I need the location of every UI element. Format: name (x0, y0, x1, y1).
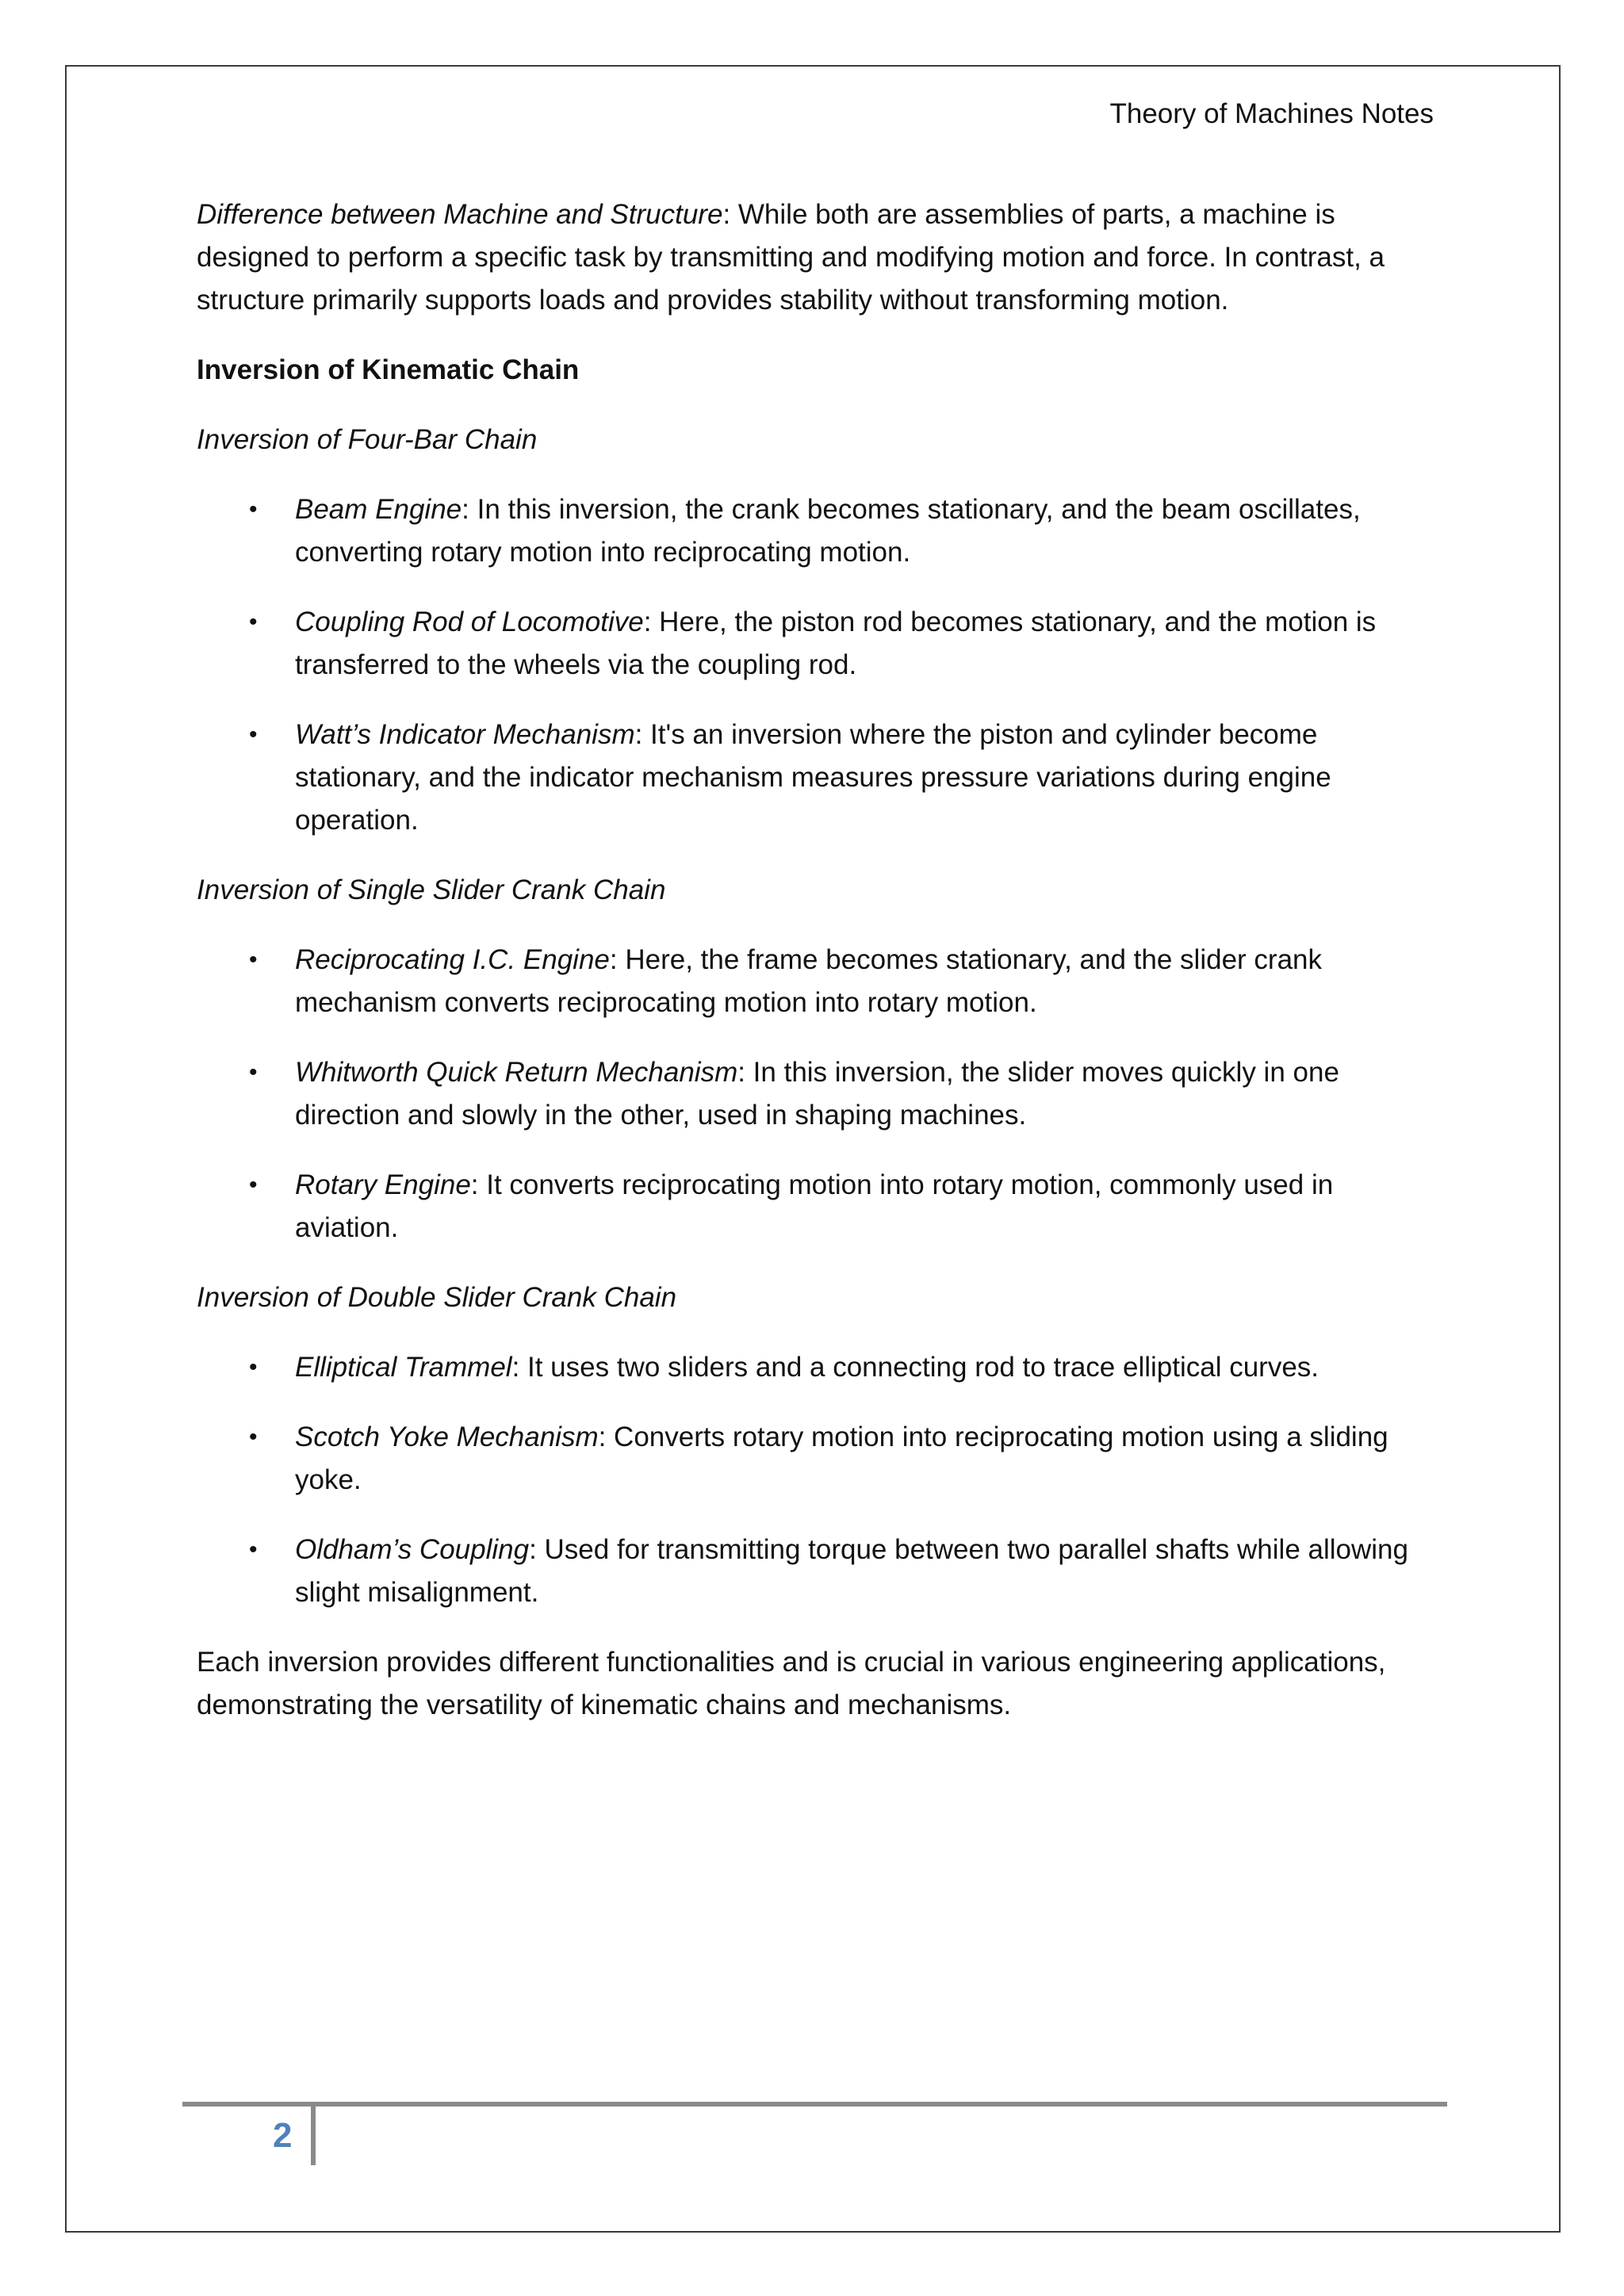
page-number: 2 (273, 2116, 293, 2155)
item-term: Coupling Rod of Locomotive (295, 607, 644, 637)
item-term: Elliptical Trammel (295, 1352, 512, 1383)
list-item (197, 1529, 1434, 1614)
running-header: Theory of Machines Notes (1109, 98, 1434, 129)
item-text: : Here, the piston rod becomes stationary, and the motion is transferred to the wheels via the coupling rod. (295, 607, 1377, 680)
bullet-icon: • (249, 721, 258, 748)
intro-text: : While both are assemblies of parts, a machine is designed to perform a specific task by transmitting and modifying motion and force. In contrast, a structure primarily supports loads and provides stability without transforming motion. (197, 199, 1385, 316)
item-term: Oldham’s Coupling (295, 1534, 530, 1565)
list-item (197, 1346, 1434, 1389)
bullet-icon: • (249, 1424, 258, 1450)
bullet-icon: • (249, 947, 258, 973)
bullet-icon: • (249, 1059, 258, 1085)
group-title-double-slider: Inversion of Double Slider Crank Chain (197, 1282, 677, 1313)
conclusion-paragraph: Each inversion provides different functionalities and is crucial in various engineering applications, demonstrating the versatility of kinematic chains and mechanisms. (197, 1647, 1386, 1720)
item-term: Watt’s Indicator Mechanism (295, 719, 635, 750)
item-text: : In this inversion, the crank becomes stationary, and the beam oscillates, converting rotary motion into reciprocating motion. (295, 494, 1361, 568)
list-item (197, 488, 1434, 574)
item-text: : Converts rotary motion into reciprocating motion using a sliding yoke. (295, 1422, 1388, 1495)
item-text: : In this inversion, the slider moves quickly in one direction and slowly in the other, used in shaping machines. (295, 1057, 1339, 1131)
document-body (197, 193, 1434, 1754)
list-item (197, 939, 1434, 1024)
item-text: : It converts reciprocating motion into rotary motion, commonly used in aviation. (295, 1169, 1334, 1243)
item-term: Scotch Yoke Mechanism (295, 1422, 599, 1452)
list-item (197, 1416, 1434, 1502)
item-term: Whitworth Quick Return Mechanism (295, 1057, 738, 1088)
intro-paragraph (197, 193, 1434, 322)
list-item (197, 601, 1434, 687)
double-slider-list (197, 1346, 1434, 1614)
bullet-icon: • (249, 496, 258, 522)
footer-divider (311, 2102, 316, 2165)
bullet-icon: • (249, 1354, 258, 1380)
bullet-icon: • (249, 1536, 258, 1563)
group-title-four-bar: Inversion of Four-Bar Chain (197, 424, 538, 455)
bullet-icon: • (249, 609, 258, 635)
item-term: Rotary Engine (295, 1169, 471, 1200)
single-slider-list (197, 939, 1434, 1249)
bullet-icon: • (249, 1172, 258, 1198)
list-item (197, 714, 1434, 842)
intro-term: Difference between Machine and Structure (197, 199, 723, 230)
item-term: Beam Engine (295, 494, 462, 525)
item-text: : Used for transmitting torque between two parallel shafts while allowing slight misalignment. (295, 1534, 1408, 1608)
item-term: Reciprocating I.C. Engine (295, 944, 610, 975)
four-bar-list (197, 488, 1434, 842)
item-text: : Here, the frame becomes stationary, and the slider crank mechanism converts reciprocating motion into rotary motion. (295, 944, 1322, 1018)
item-text: : It uses two sliders and a connecting rod to trace elliptical curves. (511, 1352, 1320, 1383)
section-heading: Inversion of Kinematic Chain (197, 354, 580, 385)
footer-rule (182, 2102, 1447, 2107)
item-text: : It's an inversion where the piston and cylinder become stationary, and the indicator mechanism measures pressure variations during engine operation. (295, 719, 1331, 836)
group-title-single-slider: Inversion of Single Slider Crank Chain (197, 874, 666, 905)
list-item (197, 1051, 1434, 1137)
list-item (197, 1164, 1434, 1249)
